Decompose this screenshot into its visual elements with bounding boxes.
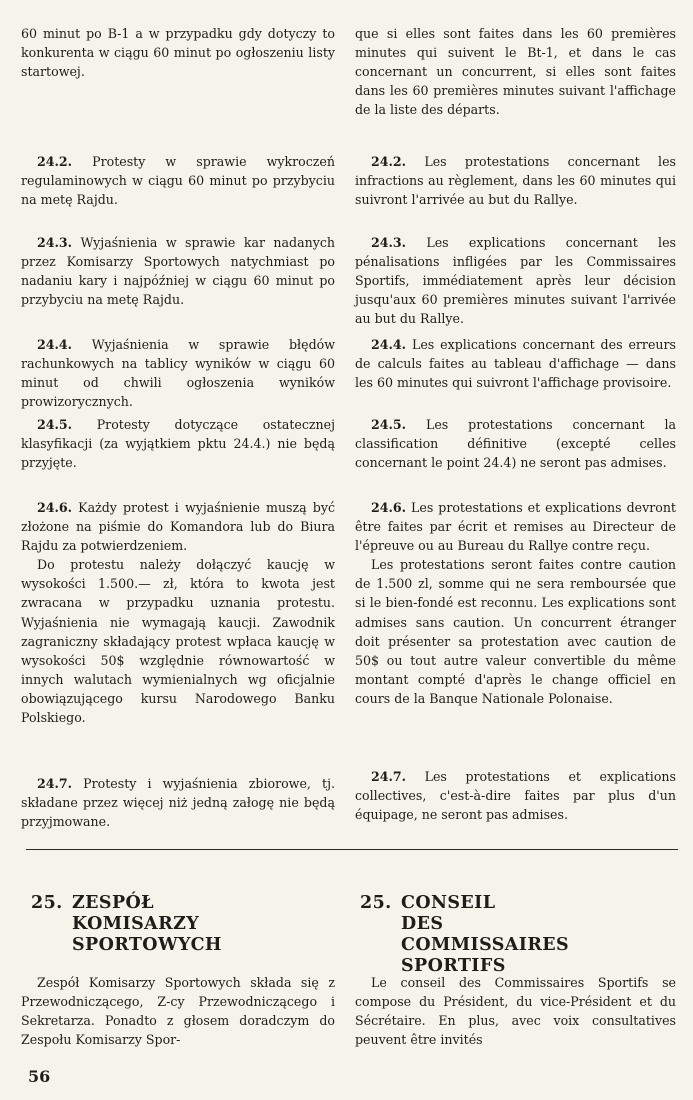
right-24-5-number: 24.5. <box>371 417 407 432</box>
right-paragraph-24-4 <box>355 335 676 392</box>
left-24-7-text: Protesty i wyjaśnienia zbiorowe, tj. składane przez więcej niż jedną załogę nie będą przyjmowane. <box>21 776 335 830</box>
left-24-4-number: 24.4. <box>37 337 73 352</box>
right-section-number: 25. <box>360 893 392 913</box>
left-section-title: ZESPÓŁ KOMISARZY SPORTOWYCH <box>72 893 222 955</box>
right-section-title: CONSEIL DES COMMISSAIRES SPORTIFS <box>401 893 570 976</box>
right-paragraph-24-6 <box>355 498 676 708</box>
left-paragraph-24-6 <box>21 498 335 727</box>
left-24-6-number: 24.6. <box>37 500 73 515</box>
left-24-7-number: 24.7. <box>37 776 73 791</box>
right-paragraph-25 <box>355 973 676 1049</box>
right-24-5-text: Les protestations concernant la classification définitive (excepté celles concernant le point 24.4) ne seront pas admises. <box>355 417 676 471</box>
section-divider <box>26 849 678 850</box>
left-24-4-text: Wyjaśnienia w sprawie błędów rachunkowych na tablicy wyników w ciągu 60 minut od chwili ogłoszenia wyników prowizorycznych. <box>21 337 335 410</box>
left-24-5-text: Protesty dotyczące ostatecznej klasyfikacji (za wyjątkiem pktu 24.4.) nie będą przyjęte. <box>21 417 335 471</box>
left-paragraph-24-7 <box>21 774 335 831</box>
right-24-3-number: 24.3. <box>371 235 407 250</box>
right-25-text: Le conseil des Commissaires Sportifs se compose du Président, du vice-Président et du Sécrétaire. En plus, avec voix consultatives peuvent être invités <box>355 975 676 1048</box>
left-section-number: 25. <box>31 893 63 913</box>
left-24-6-deposit-text: Do protestu należy dołączyć kaucję w wysokości 1.500.— zł, która to kwota jest zwracana w przypadku uznania protestu. Wyjaśnienia nie wymagają kaucji. Zawodnik zagraniczny składający protest wpłaca kaucję w wysokości 50$ względnie równowartość w innych walutach wymienialnych wg oficjalnie obowiązującego kursu Narodowego Banku Polskiego. <box>21 557 335 726</box>
left-intro-text: 60 minut po B-1 a w przypadku gdy dotyczy to konkurenta w ciągu 60 minut po ogłoszeniu listy startowej. <box>21 26 335 80</box>
left-24-6-text: Każdy protest i wyjaśnienie muszą być złożone na piśmie do Komandora lub do Biura Rajdu za potwierdzeniem. <box>21 500 335 554</box>
left-paragraph-24-5 <box>21 415 335 472</box>
right-24-4-text: Les explications concernant des erreurs de calculs faites au tableau d'affichage — dans les 60 minutes qui suivront l'affichage provisoire. <box>355 337 676 391</box>
right-24-7-number: 24.7. <box>371 769 407 784</box>
page-number: 56 <box>28 1067 51 1086</box>
right-paragraph-24-2 <box>355 152 676 209</box>
right-24-4-number: 24.4. <box>371 337 407 352</box>
left-24-3-text: Wyjaśnienia w sprawie kar nadanych przez Komisarzy Sportowych natychmiast po nadaniu kary i najpóźniej w ciągu 60 minut po przybyciu na metę Rajdu. <box>21 235 335 308</box>
left-intro-paragraph <box>21 24 335 81</box>
right-paragraph-24-3 <box>355 233 676 328</box>
left-paragraph-24-4 <box>21 335 335 411</box>
right-24-6-deposit-text: Les protestations seront faites contre caution de 1.500 zl, somme qui ne sera remboursée que si le bien-fondé est reconnu. Les explications sont admises sans caution. Un concurrent étranger doit présenter sa protestation avec caution de 50$ ou tout autre valeur convertible du même montant compté d'après le change officiel en cours de la Banque Nationale Polonaise. <box>355 557 676 706</box>
right-intro-paragraph <box>355 24 676 119</box>
left-paragraph-24-2 <box>21 152 335 209</box>
right-intro-text: que si elles sont faites dans les 60 premières minutes qui suivent le Bt-1, et dans le cas concernant un concurrent, si elles sont faites dans les 60 premières minutes suivant l'affichage de la liste des départs. <box>355 26 676 118</box>
right-24-2-text: Les protestations concernant les infractions au règlement, dans les 60 minutes qui suivront l'arrivée au but du Rallye. <box>355 154 676 208</box>
left-24-3-number: 24.3. <box>37 235 73 250</box>
right-24-6-number: 24.6. <box>371 500 407 515</box>
right-24-7-text: Les protestations et explications collectives, c'est-à-dire faites par plus d'un équipage, ne seront pas admises. <box>355 769 676 823</box>
left-paragraph-24-3 <box>21 233 335 309</box>
left-24-5-number: 24.5. <box>37 417 73 432</box>
left-24-2-text: Protesty w sprawie wykroczeń regulaminowych w ciągu 60 minut po przybyciu na metę Rajdu. <box>21 154 335 208</box>
left-paragraph-25 <box>21 973 335 1049</box>
right-24-2-number: 24.2. <box>371 154 407 169</box>
left-24-2-number: 24.2. <box>37 154 73 169</box>
right-24-3-text: Les explications concernant les pénalisations infligées par les Commissaires Sportifs, immédiatement après leur décision jusqu'aux 60 premières minutes suivant l'arrivée au but du Rallye. <box>355 235 676 327</box>
right-paragraph-24-7 <box>355 767 676 824</box>
right-24-6-text: Les protestations et explications devront être faites par écrit et remises au Directeur de l'épreuve ou au Bureau du Rallye contre reçu. <box>355 500 676 554</box>
right-paragraph-24-5 <box>355 415 676 472</box>
left-25-text: Zespół Komisarzy Sportowych składa się z Przewodniczącego, Z-cy Przewodniczącego i Sekretarza. Ponadto z głosem doradczym do Zespołu Komisarzy Spor- <box>21 975 335 1048</box>
